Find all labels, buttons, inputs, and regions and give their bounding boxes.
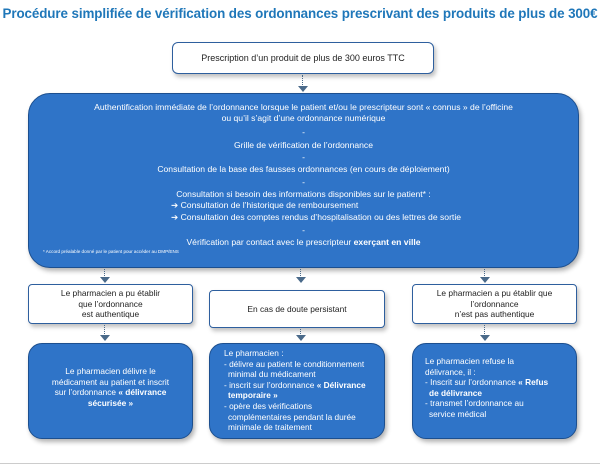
secure-line-4-bold: sécurisée » [87, 397, 134, 408]
separator: - [302, 225, 305, 235]
secure-line-3-bold: « délivrance [118, 387, 167, 398]
authentic-outcome-box [28, 284, 193, 324]
arrow-down-icon [480, 269, 490, 284]
separator: - [302, 152, 305, 162]
not-authentic-line-2: l’ordonnance [470, 298, 519, 309]
prescriber-contact-label: Vérification par contact avec le prescripteur [186, 237, 354, 247]
refusal-line-2: délivrance, il : [425, 366, 476, 377]
refusal-line-4 [425, 388, 576, 399]
arrow-down-icon [296, 329, 306, 342]
auth-line-2: ou qu’il s’agit d’une ordonnance numérique [221, 113, 386, 123]
separator: - [302, 177, 305, 187]
prescriber-contact-step [29, 237, 578, 248]
refusal-box [412, 343, 577, 439]
arrow-down-icon [100, 269, 110, 284]
arrow-right-icon: ➔ [171, 200, 179, 210]
temporary-line-1: Le pharmacien : [224, 348, 284, 358]
secure-line-2: médicament au patient et inscrit [51, 376, 170, 387]
secure-line-4 [29, 398, 192, 409]
temporary-line-4-bold: « Délivrance [316, 379, 366, 390]
separator: - [302, 127, 305, 137]
patient-info-step: Consultation si besoin des informations disponibles sur le patient* : [176, 189, 431, 199]
refusal-line-1: Le pharmacien refuse la [425, 356, 515, 366]
prescription-text: Prescription d’un produit de plus de 300 euros TTC [201, 53, 405, 63]
temporary-line-5-bold: temporaire » [228, 390, 278, 401]
arrow-down-icon [296, 269, 306, 284]
temporary-line-4 [224, 380, 384, 391]
diagram-title: Procédure simplifiée de vérification des ordonnances prescrivant des produits de plus de 300€ [2, 6, 598, 21]
temporary-line-3: minimal du médicament [228, 369, 316, 380]
refusal-line-3-label: - Inscrit sur l’ordonnance [425, 377, 519, 388]
temporary-line-4-label: - inscrit sur l’ordonnance [224, 379, 317, 390]
authentic-line-3: est authentique [81, 309, 140, 320]
arrow-down-icon [298, 75, 308, 93]
footnote: * Accord préalable donné par le patient pour accéder au DMP/ENS [43, 249, 179, 254]
secure-delivery-box [28, 343, 193, 439]
bottom-divider [0, 463, 600, 464]
temporary-delivery-box [209, 343, 385, 439]
refusal-line-3 [425, 377, 576, 388]
not-authentic-outcome-box [412, 284, 577, 324]
refusal-line-3-bold: « Refus [518, 377, 549, 388]
authentic-line-1: Le pharmacien a pu établir [60, 288, 161, 299]
history-substep [171, 200, 358, 211]
refusal-line-4-bold: de délivrance [429, 387, 483, 398]
not-authentic-line-3: n’est pas authentique [454, 309, 535, 320]
prescriber-contact-bold: exerçant en ville [353, 237, 421, 247]
secure-line-1: Le pharmacien délivre le [65, 366, 156, 376]
temporary-line-7: complémentaires pendant la durée [228, 411, 356, 422]
arrow-down-icon [100, 325, 110, 342]
doubt-label: En cas de doute persistant [247, 303, 347, 314]
reports-substep-label: Consultation des comptes rendus d’hospitalisation ou des lettres de sortie [180, 212, 462, 222]
grid-step: Grille de vérification de l’ordonnance [233, 140, 373, 150]
temporary-line-6: - opère des vérifications [224, 400, 313, 411]
refusal-line-6: service médical [429, 408, 487, 419]
auth-line-1: Authentification immédiate de l’ordonnance lorsque le patient et/ou le prescripteur sont « connus » de l’officine [94, 102, 513, 112]
authentic-line-2: que l’ordonnance [78, 298, 143, 309]
history-substep-label: Consultation de l’historique de remboursement [180, 200, 359, 210]
secure-line-3 [29, 387, 192, 398]
prescription-box [172, 42, 434, 74]
temporary-line-8: minimale de traitement [228, 422, 312, 433]
doubt-outcome-box [209, 290, 385, 328]
arrow-down-icon [480, 325, 490, 342]
verification-steps-box [28, 93, 579, 268]
arrow-right-icon: ➔ [171, 212, 179, 222]
database-step: Consultation de la base des fausses ordonnances (en cours de déploiement) [157, 164, 450, 174]
refusal-line-5: - transmet l’ordonnance au [425, 398, 524, 409]
secure-line-3-label: sur l’ordonnance [54, 387, 119, 398]
reports-substep [171, 212, 461, 223]
not-authentic-line-1: Le pharmacien a pu établir que [436, 288, 553, 299]
temporary-line-5 [224, 390, 384, 401]
temporary-line-2: - délivre au patient le conditionnement [224, 358, 365, 369]
